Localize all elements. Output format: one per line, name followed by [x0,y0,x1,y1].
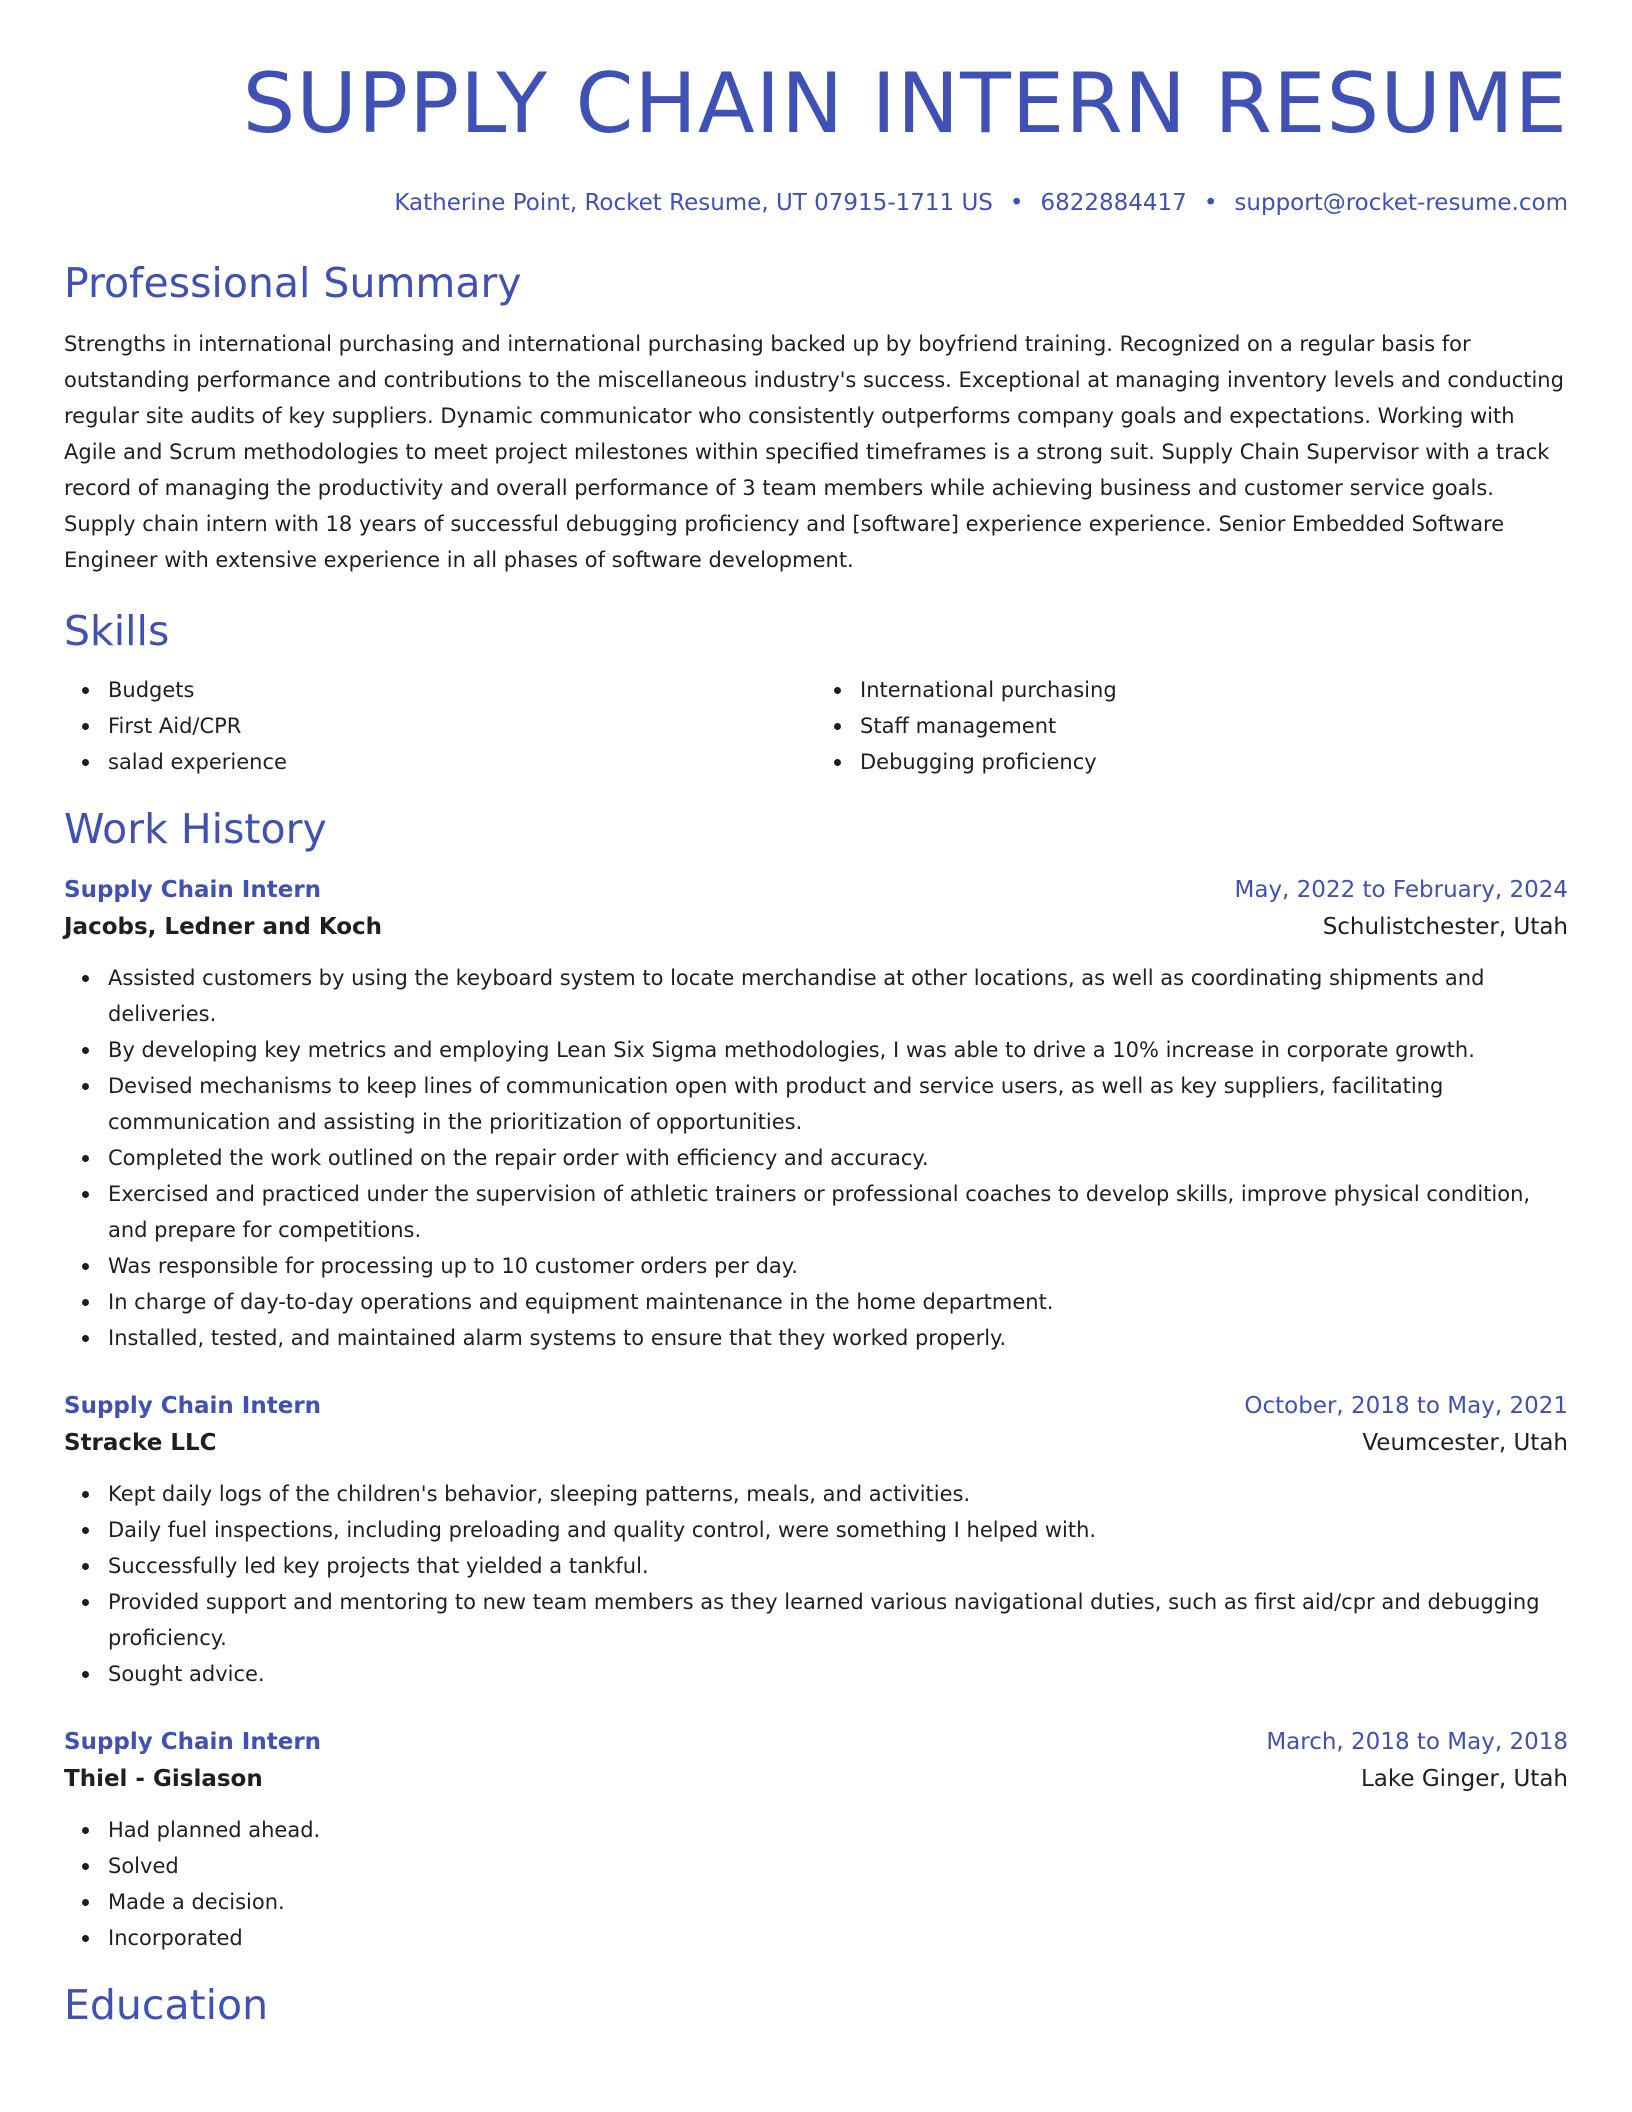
skills-grid [64,672,1568,780]
skill-item: Staff management [860,708,1568,744]
job-title: Supply Chain Intern [64,1393,322,1419]
job-dates: May, 2022 to February, 2024 [1234,877,1568,903]
job-bullets [64,1812,1568,1956]
job-bullet: Devised mechanisms to keep lines of communication open with product and service users, as well as key suppliers, facilitating communication and assisting in the prioritization of opportunities. [108,1068,1568,1140]
job-location: Schulistchester, Utah [1322,914,1568,940]
education-heading: Education [64,1981,269,2029]
contact-phone: 6822884417 [1040,190,1187,216]
job-company: Stracke LLC [64,1430,217,1456]
job-bullet: Exercised and practiced under the supervision of athletic trainers or professional coaches to develop skills, improve physical condition, and prepare for competitions. [108,1176,1568,1248]
job-bullet: Successfully led key projects that yielded a tankful. [108,1548,1568,1584]
job-bullet: Completed the work outlined on the repair order with efficiency and accuracy. [108,1140,1568,1176]
summary-heading: Professional Summary [64,259,522,307]
skills-heading: Skills [64,607,170,655]
job-company-row [64,1760,1568,1798]
skill-item: International purchasing [860,672,1568,708]
job-company-row [64,908,1568,946]
contact-email[interactable]: support@rocket-resume.com [1234,190,1568,216]
job-location: Veumcester, Utah [1362,1430,1568,1456]
job-bullets [64,960,1568,1356]
contact-separator: • [1009,190,1024,216]
skill-item: salad experience [108,744,816,780]
contact-line [64,188,1568,218]
job-title: Supply Chain Intern [64,1729,322,1755]
job-bullet: Had planned ahead. [108,1812,1568,1848]
professional-summary-section [64,258,1568,578]
job-company: Thiel - Gislason [64,1766,263,1792]
job-bullet: Daily fuel inspections, including preloading and quality control, were something I helped with. [108,1512,1568,1548]
work-history-section [64,804,1568,1956]
job-bullet: Solved [108,1848,1568,1884]
job-title-row [64,1388,1568,1424]
job-title-row [64,1724,1568,1760]
job-bullet: In charge of day-to-day operations and equipment maintenance in the home department. [108,1284,1568,1320]
summary-text: Strengths in international purchasing and international purchasing backed up by boyfriend training. Recognized on a regular basis for outstanding performance and contributions to the miscellaneous industry's success. Exceptional at managing inventory levels and conducting regular site audits of key suppliers. Dynamic communicator who consistently outperforms company goals and expectations. Working with Agile and Scrum methodologies to meet project milestones within specified timeframes is a strong suit. Supply Chain Supervisor with a track record of managing the productivity and overall performance of 3 team members while achieving business and customer service goals. Supply chain intern with 18 years of successful debugging proficiency and [software] experience experience. Senior Embedded Software Engineer with extensive experience in all phases of software development. [64,332,1564,572]
education-section [64,1980,1568,2030]
job-bullet: Made a decision. [108,1884,1568,1920]
job-bullet: Installed, tested, and maintained alarm systems to ensure that they worked properly. [108,1320,1568,1356]
contact-address: Katherine Point, Rocket Resume, UT 07915-1711 US [394,190,993,216]
job-title-row [64,872,1568,908]
skill-item: Debugging proficiency [860,744,1568,780]
job-dates: March, 2018 to May, 2018 [1266,1729,1568,1755]
contact-separator: • [1203,190,1218,216]
work-history-heading: Work History [64,805,327,853]
job-company-row [64,1424,1568,1462]
job-entry [64,1724,1568,1956]
job-location: Lake Ginger, Utah [1360,1766,1568,1792]
job-bullet: Sought advice. [108,1656,1568,1692]
skill-item: First Aid/CPR [108,708,816,744]
job-bullet: By developing key metrics and employing Lean Six Sigma methodologies, I was able to drive a 10% increase in corporate growth. [108,1032,1568,1068]
skills-column-right [816,672,1568,780]
resume-title: SUPPLY CHAIN INTERN RESUME [242,55,1568,152]
job-title: Supply Chain Intern [64,877,322,903]
job-bullet: Assisted customers by using the keyboard system to locate merchandise at other locations, as well as coordinating shipments and deliveries. [108,960,1568,1032]
job-entry [64,1388,1568,1692]
job-company: Jacobs, Ledner and Koch [64,914,383,940]
job-dates: October, 2018 to May, 2021 [1244,1393,1568,1419]
job-bullet: Incorporated [108,1920,1568,1956]
skills-section [64,606,1568,780]
resume-header [64,0,1568,218]
job-bullet: Was responsible for processing up to 10 customer orders per day. [108,1248,1568,1284]
job-bullets [64,1476,1568,1692]
job-entry [64,872,1568,1356]
job-bullet: Provided support and mentoring to new team members as they learned various navigational duties, such as first aid/cpr and debugging proficiency. [108,1584,1568,1656]
skills-column-left [64,672,816,780]
skill-item: Budgets [108,672,816,708]
job-bullet: Kept daily logs of the children's behavior, sleeping patterns, meals, and activities. [108,1476,1568,1512]
